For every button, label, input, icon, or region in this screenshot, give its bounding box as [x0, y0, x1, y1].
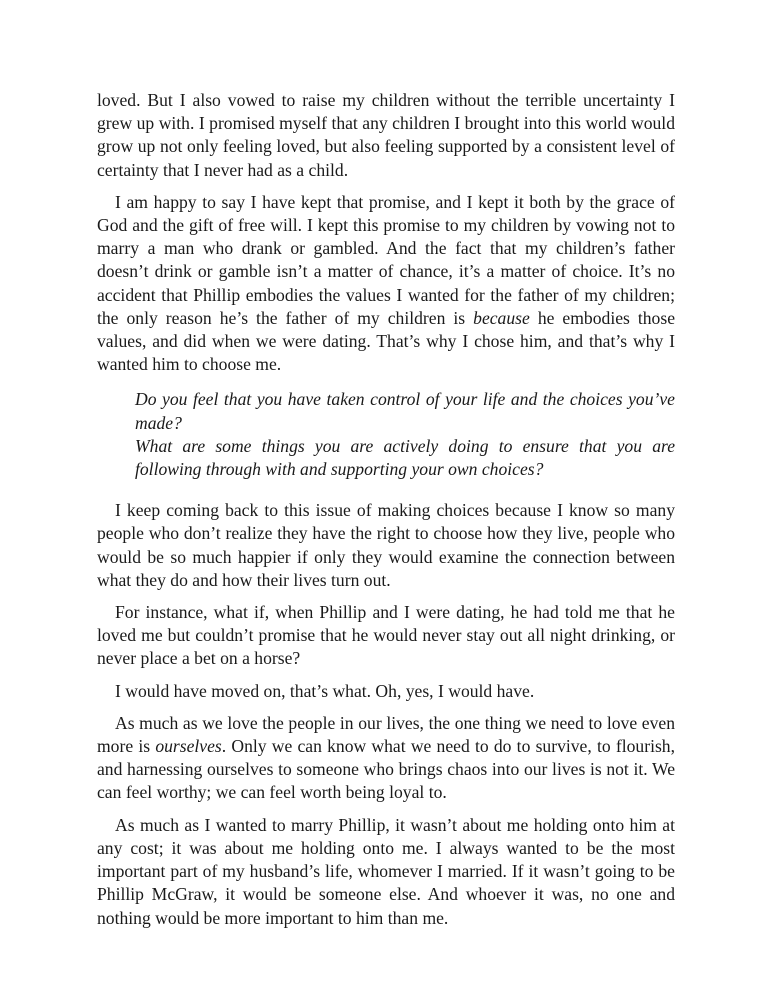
reflection-question: What are some things you are actively doing to ensure that you are following through with and supporting your own choices?: [135, 435, 675, 480]
paragraph-text: . Only we can know what we need to do to survive, to flourish, and harnessing ourselves to someone who brings chaos into our lives is not it. We can feel worthy; we can feel worth being loyal to.: [97, 736, 676, 803]
reflection-question: Do you feel that you have taken control of your life and the choices you’ve made?: [135, 389, 675, 433]
paragraph: [97, 499, 675, 592]
paragraph-text: As much as I wanted to marry Phillip, it wasn’t about me holding onto him at any cost; it was about me holding onto me. I always wanted to be the most important part of my husband’s life, whomever I married. If it wasn’t going to be Phillip McGraw, it would be someone else. And whoever it was, no one and nothing would be more important to him than me.: [97, 814, 675, 928]
paragraph-text: loved. But I also vowed to raise my children without the terrible uncertainty I grew up with. I promised myself that any children I brought into this world would grow up not only feeling loved, but also feeling supported by a consistent level of certainty that I never had as a child.: [97, 90, 675, 180]
reflection-questions: [135, 388, 675, 481]
emphasis-text: because: [473, 307, 530, 328]
paragraph: [97, 712, 675, 805]
paragraph-text: I keep coming back to this issue of making choices because I know so many people who don’t realize they have the right to choose how they live, people who would be so much happier if only they would examine the connection between what they do and how their lives turn out.: [97, 500, 675, 590]
paragraph-text: he embodies those values, and did when we were dating. That’s why I chose him, and that’s why I wanted him to choose me.: [97, 307, 676, 375]
paragraph-text: As much as we love the people in our lives, the one thing we need to love even more is: [97, 712, 675, 757]
paragraph-text: I am happy to say I have kept that promise, and I kept it both by the grace of God and the gift of free will. I kept this promise to my children by vowing not to marry a man who drank or gambled. And the fact that my children’s father doesn’t drink or gamble isn’t a matter of chance, it’s a matter of choice. It’s no accident that Phillip embodies the values I wanted for the father of my children; the only reason he’s the father of my children is: [97, 191, 675, 328]
paragraph-text: I would have moved on, that’s what. Oh, yes, I would have.: [115, 680, 535, 701]
paragraph: [97, 601, 675, 671]
paragraph-text: For instance, what if, when Phillip and I were dating, he had told me that he loved me but couldn’t promise that he would never stay out all night drinking, or never place a bet on a horse?: [97, 602, 675, 669]
paragraph: [97, 191, 675, 377]
page-body: [97, 89, 675, 939]
emphasis-text: ourselves: [155, 736, 222, 757]
paragraph: [97, 89, 675, 182]
paragraph: [97, 814, 675, 930]
paragraph: [97, 680, 675, 703]
